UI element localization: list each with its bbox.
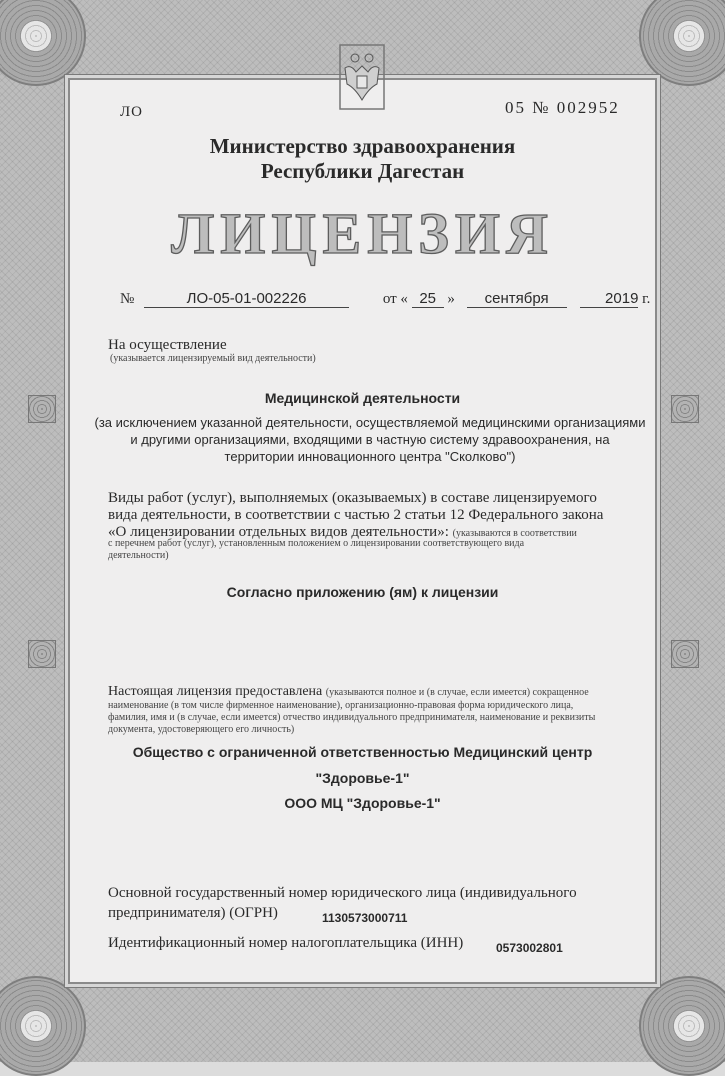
- document-title: ЛИЦЕНЗИЯ: [171, 201, 554, 266]
- border-ornament: [28, 640, 56, 668]
- form-series: ЛО: [120, 104, 144, 120]
- date-close-quote: »: [447, 291, 455, 307]
- ogrn-value: 1130573000711: [322, 911, 408, 925]
- holder-name-line2: "Здоровье-1": [315, 770, 410, 786]
- activity-label: На осуществление: [108, 337, 227, 353]
- holder-hint: наименование (в том числе фирменное наименование), организационно-правовая форма юридического лица, фамилия, имя и (в случае, если имеется) отчество индивидуального предпринимателя, наименование и реквизиты документа, удостоверяющего его личность): [108, 700, 596, 735]
- inn-value: 0573002801: [496, 941, 563, 955]
- ogrn-label: Основной государственный номер юридического лица (индивидуального предпринимателя) (ОГРН): [108, 885, 577, 921]
- issuer-line1: Министерство здравоохранения: [209, 134, 516, 158]
- activity-value: Медицинской деятельности: [264, 390, 461, 406]
- number-sign: №: [120, 291, 135, 307]
- corner-rosette: [0, 976, 86, 1076]
- form-number: 05 № 002952: [505, 98, 620, 117]
- date-month: сентября: [467, 290, 567, 308]
- activity-note: (за исключением указанной деятельности, осуществляемой медицинскими организациями и другими организациями, входящими в частную систему здравоохранения, на территории инновационного центра "Сколково"): [94, 415, 646, 464]
- holder-label: Настоящая лицензия предоставлена (указываются полное и (в случае, если имеется) сокращенное: [108, 684, 589, 699]
- coat-of-arms-icon: [339, 44, 385, 110]
- corner-rosette: [639, 976, 725, 1076]
- corner-rosette: [639, 0, 725, 86]
- holder-short-name: ООО МЦ "Здоровье-1": [284, 795, 441, 811]
- works-hint: с перечнем работ (услуг), установленным положением о лицензировании соответствующего вида деятельности): [108, 538, 525, 561]
- date-from: от «: [382, 291, 408, 307]
- year-suffix: г.: [642, 291, 651, 307]
- inn-label: Идентификационный номер налогоплательщика (ИНН): [108, 935, 464, 951]
- holder-name-line1: Общество с ограниченной ответственностью Медицинский центр: [132, 744, 593, 760]
- license-number-row: [120, 290, 680, 308]
- date-day: 25: [412, 290, 444, 308]
- corner-rosette: [0, 0, 86, 86]
- works-label: Виды работ (услуг), выполняемых (оказываемых) в составе лицензируемого вида деятельности, в соответствии с частью 2 статьи 12 Федерального закона «О лицензировании отдельных видов деятельности»: (указываются в соответствии: [108, 490, 604, 540]
- issuer-line2: Республики Дагестан: [260, 159, 465, 183]
- date-year: 2019: [580, 290, 638, 308]
- border-ornament: [671, 640, 699, 668]
- works-value: Согласно приложению (ям) к лицензии: [226, 584, 499, 600]
- license-number: ЛО-05-01-002226: [144, 290, 349, 308]
- activity-hint: (указывается лицензируемый вид деятельности): [110, 353, 316, 364]
